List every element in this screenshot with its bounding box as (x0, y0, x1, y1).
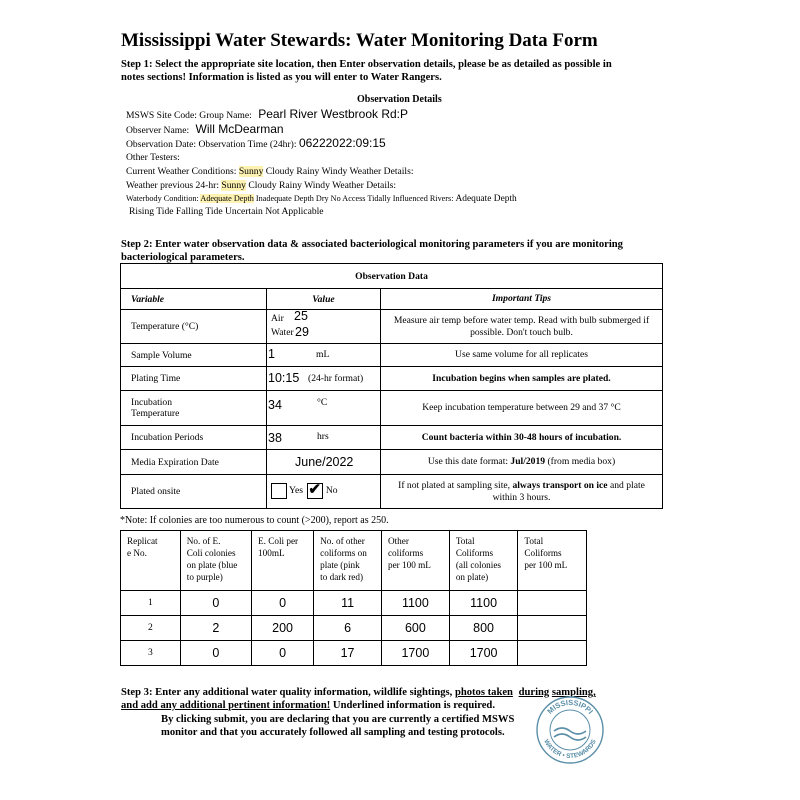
colony-note: *Note: If colonies are too numerous to count (>200), report as 250. (120, 515, 389, 526)
mississippi-water-stewards-seal-logo (535, 695, 605, 765)
air-label: Air (271, 313, 284, 324)
colony-header-cell (121, 531, 181, 591)
colony-value-cell[interactable]: 11 (314, 591, 382, 616)
plated-onsite-yes-checkbox[interactable] (271, 483, 287, 499)
incubation-temp-unit: °C (317, 397, 328, 408)
colony-value-cell[interactable]: 1100 (381, 591, 449, 616)
colony-header-cell (314, 531, 382, 591)
seal-top-text: MISSISSIPPI (545, 697, 595, 716)
waterbody-label: Waterbody Condition: (126, 194, 199, 203)
colony-header-text: No. of other (320, 536, 365, 546)
step3-line2-underlined: and add any additional pertinent information! (121, 700, 331, 711)
colony-value-cell[interactable]: 1700 (449, 641, 518, 666)
observation-details-heading: Observation Details (357, 94, 442, 105)
observation-table-caption: Observation Data (121, 264, 663, 289)
colony-value-cell[interactable]: 0 (252, 591, 314, 616)
incubation-temp-value[interactable]: 34 (268, 398, 282, 412)
temperature-tip: Measure air temp before water temp. Read with bulb submerged if possible. Don't touch bulb. (381, 310, 663, 344)
incubation-periods-value[interactable]: 38 (268, 431, 282, 445)
step3-line1-text: Step 3: Enter any additional water quality information, wildlife sightings, (121, 687, 455, 698)
colony-value-cell[interactable]: 0 (252, 641, 314, 666)
step3-instructions (121, 686, 596, 739)
site-code-line (126, 108, 408, 122)
table-row (121, 591, 587, 616)
colony-header-text: per 100 mL (524, 560, 568, 570)
colony-header-text: coliforms on (320, 548, 367, 558)
colony-header-row (121, 531, 587, 591)
incubation-temp-label (121, 391, 267, 426)
step1-line1: Step 1: Select the appropriate site location, then Enter observation details, please be as detailed as possible in (121, 59, 612, 70)
other-testers-label[interactable]: Other Testers: (126, 152, 180, 163)
waterbody-options[interactable]: Inadequate Depth Dry No Access Tidally Influenced Rivers: (255, 194, 454, 203)
sample-volume-tip: Use same volume for all replicates (381, 344, 663, 367)
plated-onsite-cell (267, 475, 381, 509)
plated-onsite-tip (381, 475, 663, 509)
colony-value-cell[interactable] (518, 591, 587, 616)
svg-text:MISSISSIPPI (545, 698, 595, 716)
current-weather-options[interactable]: Cloudy Rainy Windy Weather Details: (265, 166, 414, 177)
water-label: Water (271, 327, 294, 338)
media-expiration-cell (267, 450, 381, 475)
temperature-label: Temperature (°C) (121, 310, 267, 344)
observer-line (126, 123, 284, 137)
step1-instructions (121, 58, 612, 84)
colony-header-text: to purple) (186, 572, 223, 582)
colony-header-text: Total (455, 536, 475, 546)
observation-data-table (120, 263, 663, 509)
colony-value-cell[interactable]: 200 (252, 616, 314, 641)
colony-header-cell (518, 531, 587, 591)
air-temp-value[interactable]: 25 (294, 309, 308, 323)
plated-onsite-label: Plated onsite (121, 475, 267, 509)
plating-time-unit: (24-hr format) (308, 373, 364, 384)
table-row (121, 616, 587, 641)
colony-header-text: on plate) (455, 572, 489, 582)
step3-line1 (121, 686, 596, 699)
colony-value-cell[interactable]: 2 (180, 616, 251, 641)
colony-header-text: 100mL (258, 548, 285, 558)
media-expiration-value[interactable]: June/2022 (295, 455, 354, 469)
incubation-temp-row (121, 391, 663, 426)
colony-header-text: Coliforms (455, 548, 494, 558)
step3-line2 (121, 699, 596, 712)
step2-line2: bacteriological parameters. (121, 252, 245, 263)
previous-weather-label: Weather previous 24-hr: (126, 180, 219, 191)
colony-header-cell (449, 531, 518, 591)
sample-volume-unit: mL (316, 349, 330, 360)
plated-onsite-row (121, 475, 663, 509)
tide-options[interactable]: Rising Tide Falling Tide Uncertain Not Applicable (129, 206, 324, 217)
incubation-temp-label-line1: Incubation (131, 397, 173, 408)
media-expiration-tip-format: Jul/2019 (510, 456, 546, 467)
previous-weather-line (126, 180, 396, 192)
plating-time-label: Plating Time (121, 367, 267, 391)
temperature-value-cell (267, 310, 381, 344)
media-expiration-tip-prefix: Use this date format: (427, 456, 511, 467)
colony-value-cell[interactable]: 600 (381, 616, 449, 641)
step3-line4: monitor and that you accurately followed all sampling and testing protocols. (161, 727, 505, 738)
colony-value-cell[interactable] (518, 616, 587, 641)
colony-header-text: coliforms (387, 548, 424, 558)
plating-time-tip: Incubation begins when samples are plated. (381, 367, 663, 391)
waterbody-selected[interactable]: Adequate Depth (200, 194, 254, 203)
checkmark-icon: ✔ (308, 482, 321, 498)
step3-line3: By clicking submit, you are declaring that you are currently a certified MSWS (161, 714, 515, 725)
colony-header-text: No. of E. (186, 536, 221, 546)
waterbody-value[interactable]: Adequate Depth (455, 194, 517, 204)
previous-weather-options[interactable]: Cloudy Rainy Windy Weather Details: (248, 180, 397, 191)
colony-header-cell (180, 531, 251, 591)
observer-value[interactable]: Will McDearman (195, 122, 284, 136)
temperature-row (121, 310, 663, 344)
colony-header-cell (381, 531, 449, 591)
table-row (121, 641, 587, 666)
incubation-temp-label-line2: Temperature (131, 408, 180, 419)
colony-value-cell[interactable] (518, 641, 587, 666)
seal-bottom-text: WATER • STEWARDS (542, 738, 598, 761)
observer-label: Observer Name: (126, 125, 190, 136)
previous-weather-selected[interactable]: Sunny (221, 180, 246, 191)
step2-instructions (121, 238, 623, 264)
incubation-temp-tip: Keep incubation temperature between 29 and 37 °C (381, 391, 663, 426)
plating-time-row (121, 367, 663, 391)
incubation-periods-row (121, 426, 663, 450)
colony-header-text: Coli colonies (186, 548, 236, 558)
sample-volume-label: Sample Volume (121, 344, 267, 367)
colony-value-cell[interactable]: 0 (180, 641, 251, 666)
plating-time-value[interactable]: 10:15 (268, 371, 300, 385)
step3-line2-rest: Underlined information is required. (330, 700, 495, 711)
observation-date-line (126, 137, 386, 151)
colony-header-text: Coliforms (524, 548, 562, 558)
colony-value-cell[interactable]: 0 (180, 591, 251, 616)
current-weather-selected[interactable]: Sunny (238, 166, 264, 177)
colony-value-cell[interactable]: 800 (449, 616, 518, 641)
current-weather-line (126, 166, 413, 178)
replicate-number-cell: 3 (121, 641, 181, 666)
plated-onsite-tip-prefix: If not plated at sampling site, (398, 479, 513, 491)
step3-photos-taken: photos taken (454, 687, 513, 698)
media-expiration-label: Media Expiration Date (121, 450, 267, 475)
header-tips: Important Tips (381, 289, 663, 310)
page-title: Mississippi Water Stewards: Water Monitoring Data Form (121, 30, 598, 51)
media-expiration-tip-suffix: (from media box) (545, 456, 616, 467)
plated-onsite-tip-bold: always transport on ice (512, 479, 608, 491)
incubation-periods-tip: Count bacteria within 30-48 hours of incubation. (381, 426, 663, 450)
colony-value-cell[interactable]: 17 (314, 641, 382, 666)
step2-line1: Step 2: Enter water observation data & associated bacteriological monitoring parameters if you are monitoring (121, 239, 623, 250)
incubation-periods-label: Incubation Periods (121, 426, 267, 450)
colony-header-text: e No. (127, 548, 147, 558)
colony-header-text: on plate (blue (186, 560, 238, 570)
colony-header-cell (252, 531, 314, 591)
sample-volume-cell (267, 344, 381, 367)
observation-date-label: Observation Date: Observation Time (24hr): (126, 139, 297, 150)
site-code-label: MSWS Site Code: Group Name: (126, 110, 252, 121)
colony-value-cell[interactable]: 6 (314, 616, 382, 641)
plated-onsite-yes-group (271, 483, 338, 499)
header-variable: Variable (121, 289, 267, 310)
incubation-periods-unit: hrs (317, 431, 329, 442)
current-weather-label: Current Weather Conditions: (126, 166, 237, 177)
observation-date-value[interactable]: 06222022:09:15 (298, 136, 386, 150)
colony-value-cell[interactable]: 1100 (449, 591, 518, 616)
plating-time-cell (267, 367, 381, 391)
replicate-number-cell: 2 (121, 616, 181, 641)
colony-header-text: to dark red) (320, 572, 364, 582)
water-temp-value[interactable]: 29 (295, 325, 309, 339)
step3-sampling: sampling, (551, 687, 596, 698)
plated-onsite-tip-suffix: and plate within 3 hours. (492, 479, 645, 503)
sample-volume-row (121, 344, 663, 367)
media-expiration-row (121, 450, 663, 475)
plated-onsite-yes-label: Yes (289, 485, 304, 497)
site-code-value[interactable]: Pearl River Westbrook Rd:P (258, 107, 409, 121)
plated-onsite-no-label: No (325, 485, 338, 497)
waterbody-line (126, 194, 517, 204)
colony-header-text: plate (pink (320, 560, 360, 570)
colony-header-text: per 100 mL (387, 560, 431, 570)
step3-during: during (518, 687, 550, 698)
colony-header-text: E. Coli per (258, 536, 299, 546)
plated-onsite-no-checkbox[interactable] (307, 483, 323, 499)
colony-header-text: Total (524, 536, 544, 546)
colony-header-text: Replicat (127, 536, 158, 546)
media-expiration-tip (381, 450, 663, 475)
colony-value-cell[interactable]: 1700 (381, 641, 449, 666)
incubation-periods-cell (267, 426, 381, 450)
colony-header-text: Other (387, 536, 409, 546)
replicate-number-cell: 1 (121, 591, 181, 616)
incubation-temp-cell (267, 391, 381, 426)
header-value: Value (267, 289, 381, 310)
colony-header-text: (all colonies (455, 560, 501, 570)
sample-volume-value[interactable]: 1 (268, 347, 275, 361)
colony-count-table (120, 530, 587, 666)
step1-line2: notes sections! Information is listed as you will enter to Water Rangers. (121, 72, 442, 83)
